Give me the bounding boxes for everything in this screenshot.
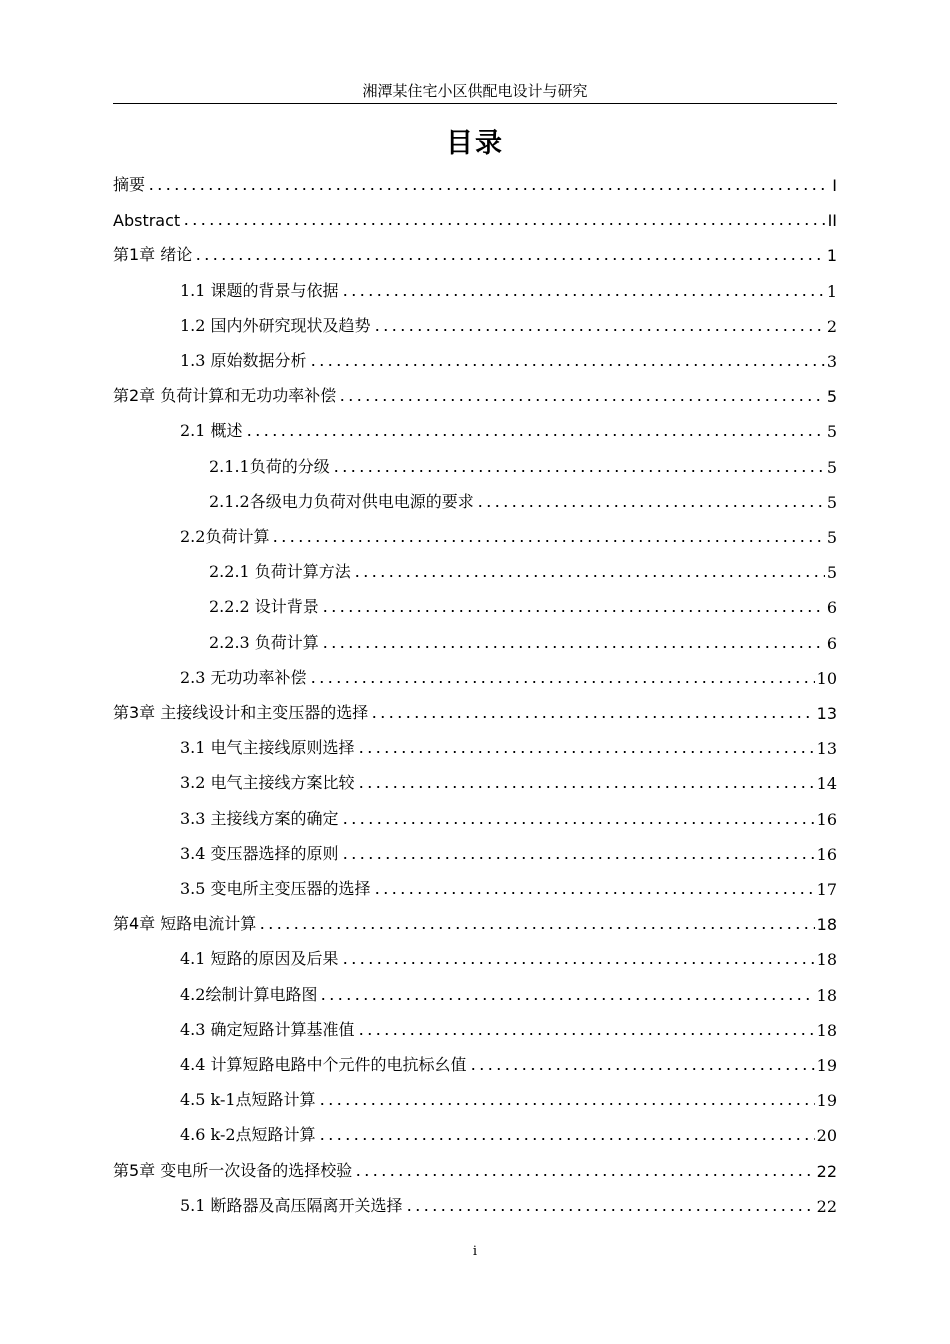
toc-entry[interactable] xyxy=(180,838,837,864)
toc-entry-label: 摘要 xyxy=(113,175,146,194)
dot-leader xyxy=(341,283,825,297)
dot-leader xyxy=(476,494,825,508)
toc-entry-label: 1.2 国内外研究现状及趋势 xyxy=(180,315,371,335)
toc-title: 目录 xyxy=(446,128,504,159)
dot-leader xyxy=(373,318,825,332)
toc-entry-page: 1 xyxy=(826,246,837,266)
toc-entry[interactable] xyxy=(180,1014,837,1040)
toc-entry-page: 10 xyxy=(816,668,837,688)
dot-leader xyxy=(341,951,815,965)
toc-entry-label: 2.2负荷计算 xyxy=(180,527,270,546)
toc-entry[interactable] xyxy=(209,591,837,617)
toc-entry-label: 5.1 断路器及高压隔离开关选择 xyxy=(180,1195,403,1215)
toc-entry[interactable] xyxy=(113,169,837,195)
toc-entry-label: 第4章 短路电流计算 xyxy=(113,914,257,934)
toc-entry[interactable] xyxy=(209,451,837,477)
toc-entry-label: 4.1 短路的原因及后果 xyxy=(180,949,339,969)
toc-entry[interactable] xyxy=(113,239,837,265)
dot-leader xyxy=(318,1092,815,1106)
toc-entry[interactable] xyxy=(180,275,837,301)
toc-entry[interactable] xyxy=(180,310,837,336)
toc-entry[interactable] xyxy=(180,1049,837,1075)
toc-entry[interactable] xyxy=(180,662,837,688)
toc-entry-label: 2.3 无功功率补偿 xyxy=(180,667,307,687)
toc-entry-page: I xyxy=(832,176,837,195)
toc-entry-label: 2.2.1 负荷计算方法 xyxy=(209,562,351,582)
toc-entry-label: 3.3 主接线方案的确定 xyxy=(180,808,339,828)
dot-leader xyxy=(309,670,815,684)
dot-leader xyxy=(321,599,825,613)
toc-entry[interactable] xyxy=(180,979,837,1005)
toc-entry-label: 3.4 变压器选择的原则 xyxy=(180,843,339,863)
page-header: 湘潭某住宅小区供配电设计与研究 xyxy=(362,82,588,100)
dot-leader xyxy=(354,1163,814,1177)
toc-entry[interactable] xyxy=(180,943,837,969)
dot-leader xyxy=(147,177,830,191)
toc-entry-label: 2.1.2各级电力负荷对供电电源的要求 xyxy=(209,491,474,511)
page-number: i xyxy=(472,1244,478,1259)
toc-entry-page: 13 xyxy=(816,704,837,723)
toc-entry[interactable] xyxy=(180,1190,837,1216)
toc-entry[interactable] xyxy=(180,415,837,441)
toc-entry-page: 14 xyxy=(816,774,837,794)
dot-leader xyxy=(341,811,815,825)
toc-entry[interactable] xyxy=(180,521,837,547)
dot-leader xyxy=(353,564,825,578)
toc-entry-page: 5 xyxy=(826,563,837,583)
dot-leader xyxy=(321,635,825,649)
toc-entry-page: 18 xyxy=(816,985,837,1005)
toc-entry-page: 20 xyxy=(816,1126,837,1146)
dot-leader xyxy=(194,247,825,261)
toc-entry[interactable] xyxy=(180,1119,837,1145)
dot-leader xyxy=(319,987,814,1001)
toc-entry-page: 18 xyxy=(816,950,837,970)
toc-entry-page: 13 xyxy=(816,739,837,759)
toc-entry-page: 18 xyxy=(816,915,837,935)
toc-entry-label: 2.1 概述 xyxy=(180,421,243,441)
toc-entry-page: 22 xyxy=(816,1161,837,1181)
toc-entry-label: 第5章 变电所一次设备的选择校验 xyxy=(113,1160,353,1180)
dot-leader xyxy=(341,846,815,860)
dot-leader xyxy=(405,1198,815,1212)
toc-entry-label: 第2章 负荷计算和无功功率补偿 xyxy=(113,386,337,406)
toc-entry-label: 1.1 课题的背景与依据 xyxy=(180,280,339,300)
toc-entry-label: 1.3 原始数据分析 xyxy=(180,351,307,370)
toc-entry[interactable] xyxy=(209,556,837,582)
toc-entry-page: 5 xyxy=(826,457,837,477)
toc-entry[interactable] xyxy=(209,627,837,653)
toc-entry-page: 6 xyxy=(826,598,837,618)
toc-entry[interactable] xyxy=(113,697,837,723)
toc-entry-page: 3 xyxy=(826,352,837,371)
toc-entry[interactable] xyxy=(209,486,837,512)
dot-leader xyxy=(370,705,814,719)
toc-entry[interactable] xyxy=(113,204,837,230)
toc-entry-label: 4.6 k-2点短路计算 xyxy=(180,1125,316,1145)
toc-entry-label: 4.2绘制计算电路图 xyxy=(180,984,318,1004)
dot-leader xyxy=(357,740,815,754)
toc-entry[interactable] xyxy=(180,345,837,371)
dot-leader xyxy=(245,423,825,437)
toc-entry-label: 4.5 k-1点短路计算 xyxy=(180,1090,316,1110)
toc-entry[interactable] xyxy=(113,1155,837,1181)
toc-entry-page: 5 xyxy=(826,422,837,442)
toc-entry-page: 19 xyxy=(816,1056,837,1075)
dot-leader xyxy=(332,459,825,473)
toc-entry-label: 3.1 电气主接线原则选择 xyxy=(180,738,355,758)
toc-entry-page: 22 xyxy=(816,1196,837,1216)
dot-leader xyxy=(182,212,825,226)
toc-entry-label: 2.2.2 设计背景 xyxy=(209,597,319,617)
toc-entry[interactable] xyxy=(113,380,837,406)
toc-entry-page: 5 xyxy=(826,387,837,407)
toc-entry-page: 16 xyxy=(816,844,837,864)
toc-entry[interactable] xyxy=(180,873,837,899)
toc-entry-label: Abstract xyxy=(113,211,181,231)
dot-leader xyxy=(373,881,815,895)
toc-entry-page: 5 xyxy=(826,528,837,547)
dot-leader xyxy=(309,353,825,367)
toc-entry-label: 3.5 变电所主变压器的选择 xyxy=(180,879,371,898)
toc-entry-page: 19 xyxy=(816,1091,837,1111)
toc-entry-label: 第3章 主接线设计和主变压器的选择 xyxy=(113,703,369,722)
toc-entry[interactable] xyxy=(180,732,837,758)
dot-leader xyxy=(357,1022,815,1036)
toc-entry-label: 第1章 绪论 xyxy=(113,245,193,265)
toc-entry-label: 3.2 电气主接线方案比较 xyxy=(180,773,355,793)
header-rule xyxy=(113,103,837,104)
dot-leader xyxy=(338,388,825,402)
toc-entry[interactable] xyxy=(180,1084,837,1110)
toc-entry-page: 6 xyxy=(826,633,837,653)
toc-entry-label: 4.4 计算短路电路中个元件的电抗标幺值 xyxy=(180,1055,467,1074)
toc-entry-label: 2.2.3 负荷计算 xyxy=(209,632,319,652)
toc-entry-page: II xyxy=(827,211,837,231)
toc-entry[interactable] xyxy=(180,767,837,793)
toc-entry-page: 2 xyxy=(826,316,837,336)
dot-leader xyxy=(271,529,824,543)
toc-entry-page: 18 xyxy=(816,1020,837,1040)
toc-entry[interactable] xyxy=(113,908,837,934)
toc-entry[interactable] xyxy=(180,803,837,829)
toc-entry-page: 17 xyxy=(816,880,837,899)
dot-leader xyxy=(258,916,814,930)
dot-leader xyxy=(357,775,815,789)
toc-entry-label: 2.1.1负荷的分级 xyxy=(209,456,330,476)
toc-entry-label: 4.3 确定短路计算基准值 xyxy=(180,1019,355,1039)
toc-entry-page: 5 xyxy=(826,492,837,512)
dot-leader xyxy=(318,1127,815,1141)
toc-entry-page: 1 xyxy=(826,281,837,301)
toc-entry-page: 16 xyxy=(816,809,837,829)
dot-leader xyxy=(469,1057,815,1071)
